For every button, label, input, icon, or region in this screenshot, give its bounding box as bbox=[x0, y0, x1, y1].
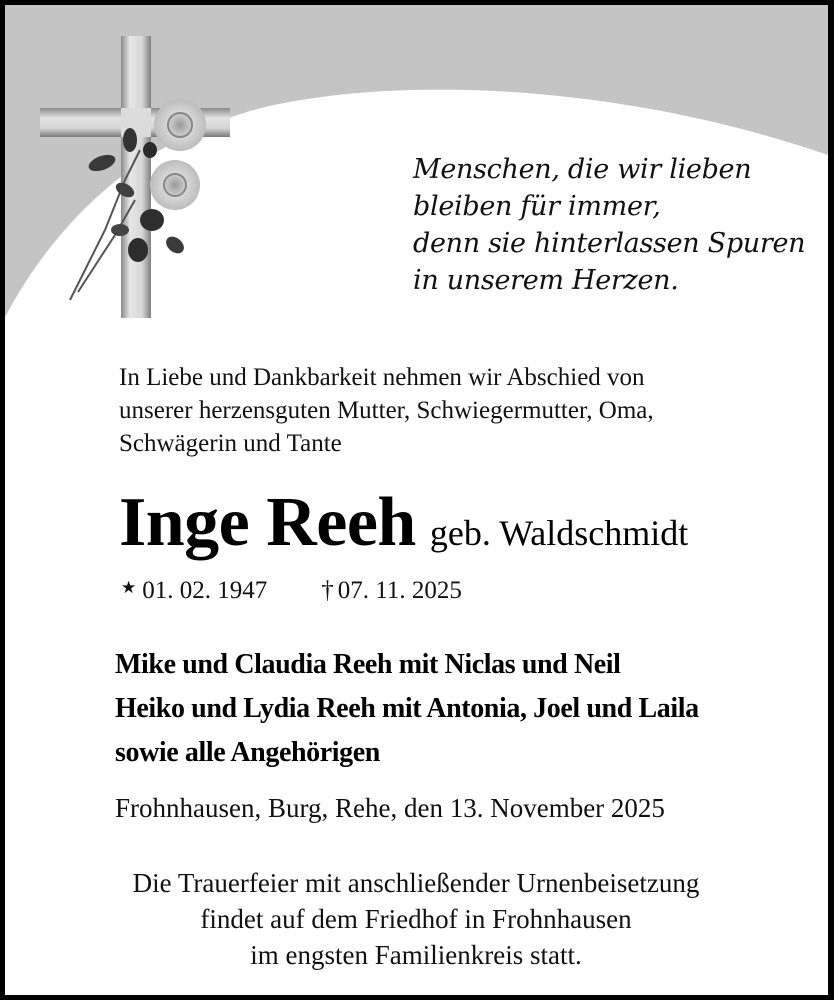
star-icon: ★ bbox=[121, 578, 137, 597]
mourner-line: Mike und Claudia Reeh mit Niclas und Neil bbox=[115, 649, 621, 680]
maiden-name: geb. Waldschmidt bbox=[429, 513, 689, 553]
intro-line: unserer herzensguten Mutter, Schwiegermutter, Oma, bbox=[119, 397, 654, 424]
mourners-list bbox=[115, 643, 699, 775]
poem-line: Menschen, die wir lieben bbox=[413, 154, 752, 185]
birth-date: 01. 02. 1947 bbox=[142, 577, 268, 604]
death-date: 07. 11. 2025 bbox=[337, 577, 462, 604]
mourner-line: Heiko und Lydia Reeh mit Antonia, Joel und Laila bbox=[115, 693, 699, 724]
mourner-line: sowie alle Angehörigen bbox=[115, 737, 380, 768]
poem-line: in unserem Herzen. bbox=[413, 265, 679, 296]
memorial-poem bbox=[413, 151, 805, 299]
intro-text bbox=[119, 361, 654, 460]
deceased-name-line bbox=[119, 483, 688, 563]
intro-line: Schwägerin und Tante bbox=[119, 430, 342, 457]
funeral-info-line: Die Trauerfeier mit anschließender Urnenbeisetzung bbox=[132, 868, 700, 898]
place-and-date: Frohnhausen, Burg, Rehe, den 13. November 2025 bbox=[115, 793, 665, 823]
poem-line: bleiben für immer, bbox=[413, 191, 661, 222]
dagger-cross-icon: † bbox=[321, 577, 334, 604]
funeral-info-line: im engsten Familienkreis statt. bbox=[250, 940, 582, 970]
funeral-info-line: findet auf dem Friedhof in Frohnhausen bbox=[200, 904, 632, 934]
intro-line: In Liebe und Dankbarkeit nehmen wir Abschied von bbox=[119, 364, 645, 391]
poem-line: denn sie hinterlassen Spuren bbox=[413, 228, 806, 259]
cross-with-roses-icon bbox=[30, 30, 230, 325]
life-dates bbox=[121, 577, 462, 605]
deceased-name: Inge Reeh bbox=[119, 484, 416, 561]
funeral-info bbox=[10, 865, 822, 973]
